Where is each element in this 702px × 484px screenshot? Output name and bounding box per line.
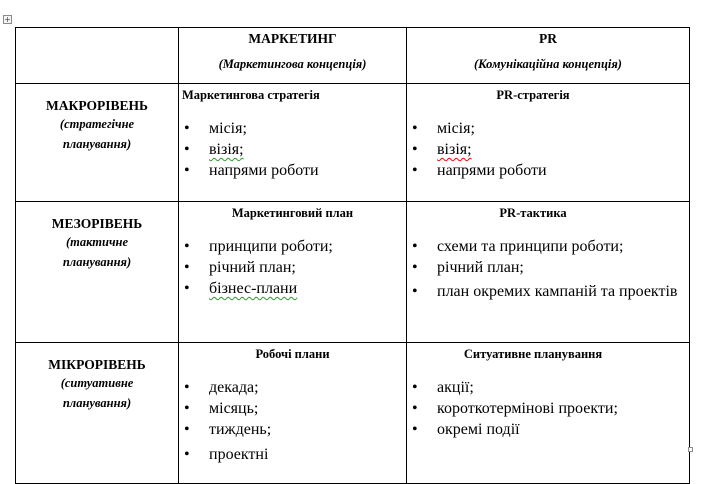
level-subtitle: (ситуативне планування) <box>60 376 134 410</box>
list-item: • тиждень; <box>179 419 406 440</box>
cell-title: Маркетинговий план <box>231 206 354 220</box>
list-item: • напрями роботи <box>179 160 406 181</box>
level-cell-meso <box>16 202 179 343</box>
cell-title: Маркетингова стратегія <box>182 88 320 102</box>
list-item: • принципи роботи; <box>179 236 406 257</box>
marketing-header-subtitle: (Маркетингова концепція) <box>218 57 367 71</box>
list-item: • акції; <box>407 377 689 398</box>
list-item: • візія; <box>179 139 406 160</box>
marketing-cell-macro <box>179 84 407 202</box>
pr-header-cell <box>407 28 690 84</box>
cell-title: PR-стратегія <box>496 88 570 102</box>
cell-title: PR-тактика <box>499 206 567 220</box>
cell-title: Робочі плани <box>255 347 330 361</box>
level-cell-macro <box>16 84 179 202</box>
list-item: • окремі події <box>407 419 689 440</box>
table-row-macro <box>16 84 690 202</box>
bullet-list <box>407 236 689 306</box>
table-row-micro <box>16 343 690 484</box>
list-item: • короткотермінові проекти; <box>407 398 689 419</box>
bullet-list <box>179 377 406 465</box>
level-title: МАКРОРІВЕНЬ <box>46 98 148 113</box>
corner-cell <box>16 28 179 84</box>
list-item: • річний план; <box>407 257 689 278</box>
pr-header-title: PR <box>539 31 557 46</box>
pr-cell-macro <box>407 84 690 202</box>
marketing-cell-meso <box>179 202 407 343</box>
table-row-meso <box>16 202 690 343</box>
level-subtitle: (стратегічне планування) <box>59 117 135 151</box>
list-item: • проектні <box>179 444 406 465</box>
cell-title: Ситуативне планування <box>463 347 603 361</box>
level-title: МЕЗОРІВЕНЬ <box>51 216 143 231</box>
bullet-list <box>407 377 689 440</box>
marketing-cell-micro <box>179 343 407 484</box>
bullet-list <box>407 118 689 181</box>
list-item: • річний план; <box>179 257 406 278</box>
table-move-handle-icon[interactable]: + <box>4 15 11 24</box>
list-item: • місяць; <box>179 398 406 419</box>
planning-levels-table <box>15 27 690 484</box>
bullet-list <box>179 118 406 181</box>
list-item: • напрями роботи <box>407 160 689 181</box>
list-item: • бізнес-плани <box>179 278 406 299</box>
table-resize-handle-icon[interactable] <box>688 447 693 452</box>
pr-header-subtitle: (Комунікаційна концепція) <box>474 57 622 71</box>
list-item: • план окремих кампаній та проектів <box>407 278 689 306</box>
marketing-header-cell <box>179 28 407 84</box>
list-item: • схеми та принципи роботи; <box>407 236 689 257</box>
bullet-list <box>179 236 406 299</box>
list-item: • візія; <box>407 139 689 160</box>
pr-cell-micro <box>407 343 690 484</box>
level-title: МІКРОРІВЕНЬ <box>48 357 146 372</box>
pr-cell-meso <box>407 202 690 343</box>
list-item: • місія; <box>407 118 689 139</box>
table-header-row <box>16 28 690 84</box>
level-subtitle: (тактичне планування) <box>62 235 132 269</box>
marketing-header-title: МАРКЕТИНГ <box>248 31 337 46</box>
level-cell-micro <box>16 343 179 484</box>
list-item: • декада; <box>179 377 406 398</box>
list-item: • місія; <box>179 118 406 139</box>
